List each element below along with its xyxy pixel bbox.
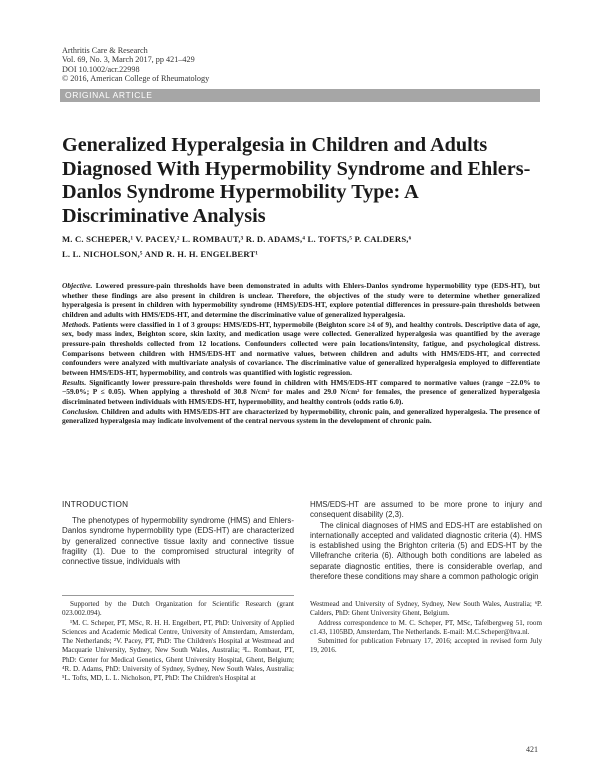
results-label: Results. (62, 377, 87, 387)
submission-note: Submitted for publication February 17, 2016; accepted in revised form July 19, 2016. (310, 637, 542, 655)
abstract-objective (62, 281, 540, 320)
author-list (62, 232, 542, 261)
intro-paragraph-2: The clinical diagnoses of HMS and EDS-HT are established on internationally accepted and validated diagnostic criteria (4). HMS is established using the Brighton criteria (5) and EDS-HT by the Villefranche criteria (6). Although both conditions are labeled as separate diagnostic entities, there is considerable overlap, and therefore these conditions may share a common pathologic origin (310, 520, 542, 582)
results-text: Significantly lower pressure-pain thresholds were found in children with HMS/EDS-HT compared to normative values (range −22.0% to −59.0%; P ≤ 0.05). When applying a threshold of 30.8 N/cm² for males and 29.0 N/cm² for females, the presence of generalized hyperalgesia discriminated between individuals with HMS/EDS-HT, hypermobility, and healthy controls (odds ratio 6.0). (62, 377, 541, 406)
page-number: 421 (526, 745, 538, 754)
article-title: Generalized Hyperalgesia in Children and Adults Diagnosed With Hypermobility Syndrome and Ehlers-Danlos Syndrome Hypermobility Type: A Discriminative Analysis (62, 134, 531, 227)
body-column-left (62, 500, 294, 567)
article-type-banner: ORIGINAL ARTICLE (60, 89, 540, 102)
footnotes-right (310, 595, 542, 656)
conclusion-label: Conclusion. (62, 406, 99, 416)
body-column-right (310, 500, 542, 582)
methods-text: Patients were classified in 1 of 3 groups: HMS/EDS-HT, hypermobile (Beighton score ≥4 of 9), and healthy controls. Descriptive data of age, sex, body mass index, Beighton score, skin laxity, and medication usage were collected. Generalized hyperalgesia was quantified by the average pressure-pain thresholds collected from 12 locations. Confounders collected were pain locations/intensity, fatigue, and psychological distress. Comparisons between children with HMS/EDS-HT and normative values, between children and adults with HMS/EDS-HT, and corrected confounders were analyzed with multivariate analysis of covariance. The discriminative value of generalized hyperalgesia employed to differentiate between HMS/EDS-HT, hypermobility, and controls was quantified with logistic regression. (62, 319, 540, 377)
objective-text: Lowered pressure-pain thresholds have been demonstrated in adults with Ehlers-Danlos syndrome hypermobility type (EDS-HT), but whether these findings are also present in children is unclear. Therefore, the objectives of the study were to determine whether generalized hyperalgesia is present in children with hypermobility syndrome (HMS)/EDS-HT, explore potential differences in pressure-pain thresholds between children and adults with HMS/EDS-HT, and determine the discriminative value of generalized hyperalgesia. (62, 281, 540, 319)
affiliations-note-cont: Westmead and University of Sydney, Sydney, New South Wales, Australia; ⁶P. Calders, PhD: Ghent University Ghent, Belgium. (310, 600, 542, 618)
footnotes-left (62, 595, 294, 684)
authors-line-2: L. L. NICHOLSON,⁵ AND R. H. H. ENGELBERT¹ (62, 248, 259, 259)
intro-heading: INTRODUCTION (62, 500, 129, 509)
authors-line-1: M. C. SCHEPER,¹ V. PACEY,² L. ROMBAUT,³ R. D. ADAMS,⁴ L. TOFTS,⁵ P. CALDERS,⁶ (62, 234, 412, 244)
intro-paragraph-1-cont: HMS/EDS-HT are assumed to be more prone to injury and consequent disability (2,3). (310, 500, 542, 520)
objective-label: Objective. (62, 281, 93, 290)
intro-paragraph-1: The phenotypes of hypermobility syndrome (HMS) and Ehlers-Danlos syndrome hypermobility type (EDS-HT) are characterized by generalized connective tissue laxity and connective tissue fragility (1). Due to the compromised structural integrity of connective tissue, individuals with (62, 516, 294, 567)
journal-doi: DOI 10.1002/acr.22998 (62, 64, 140, 74)
abstract-conclusion (62, 407, 540, 426)
abstract (62, 281, 540, 426)
correspondence-note: Address correspondence to M. C. Scheper, PT, MSc, Tafelbergweg 51, room c1.43, 1105BD, Amsterdam, The Netherlands. E-mail: M.C.Scheper@hva.nl. (310, 618, 542, 636)
conclusion-text: Children and adults with HMS/EDS-HT are characterized by hypermobility, chronic pain, and generalized hyperalgesia. The presence of generalized hyperalgesia may indicate involvement of the central nervous system in the development of chronic pain. (62, 406, 541, 426)
journal-info (62, 46, 209, 84)
footnote-divider (62, 595, 294, 596)
journal-volume: Vol. 69, No. 3, March 2017, pp 421–429 (62, 55, 195, 65)
journal-copyright: © 2016, American College of Rheumatology (62, 74, 210, 84)
abstract-methods (62, 320, 540, 378)
methods-label: Methods. (62, 319, 91, 329)
abstract-results (62, 378, 540, 407)
funding-note: Supported by the Dutch Organization for Scientific Research (grant 023.002.094). (62, 600, 294, 618)
journal-name: Arthritis Care & Research (62, 46, 148, 55)
affiliations-note: ¹M. C. Scheper, PT, MSc, R. H. H. Engelbert, PT, PhD: University of Applied Sciences and Academic Medical Centre, University of Amsterdam, Amsterdam, The Netherlands; ²V. Pacey, PT, PhD: The Children's Hospital at Westmead and Macquarie University, Sydney, New South Wales, Australia; ³L. Rombaut, PT, PhD: Center for Medical Genetics, Ghent University Hospital, Ghent, Belgium; ⁴R. D. Adams, PhD: University of Sydney, Sydney, New South Wales, Australia; ⁵L. Tofts, MD, L. L. Nicholson, PT, PhD: The Children's Hospital at (62, 618, 294, 683)
